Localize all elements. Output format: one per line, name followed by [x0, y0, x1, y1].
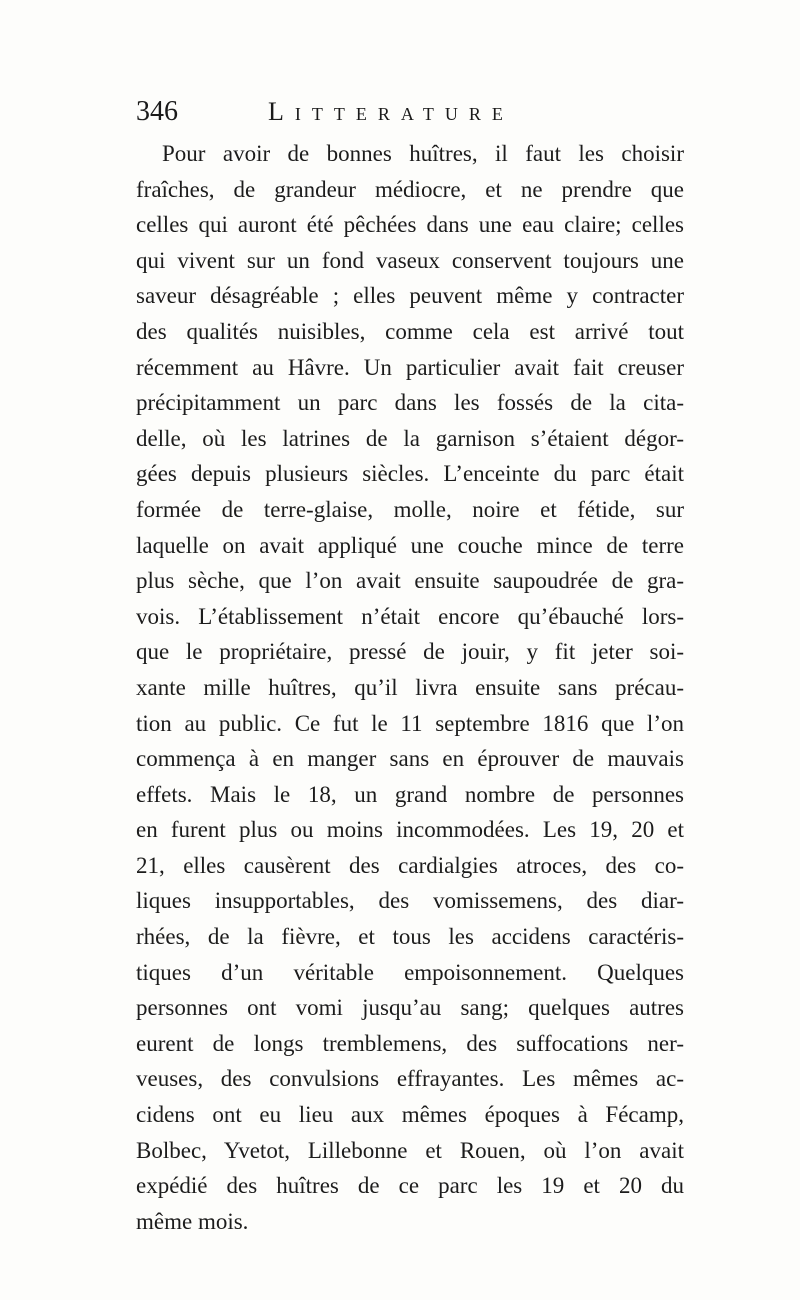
text-line: cidens ont eu lieu aux mêmes époques à Fécamp, [136, 1102, 684, 1128]
text-line: même mois. [136, 1208, 249, 1234]
text-line: gées depuis plusieurs siècles. L’enceinte du parc était [136, 461, 684, 487]
text-line: personnes ont vomi jusqu’au sang; quelques autres [136, 995, 684, 1021]
text-line: expédié des huîtres de ce parc les 19 et 20 du [136, 1173, 684, 1199]
text-line: tiques d’un véritable empoisonnement. Quelques [136, 959, 684, 985]
page-number: 346 [136, 96, 178, 127]
text-line: Pour avoir de bonnes huîtres, il faut les choisir [162, 141, 684, 166]
text-line: en furent plus ou moins incommodées. Les 19, 20 et [136, 817, 684, 843]
text-line: formée de terre-glaise, molle, noire et fétide, sur [136, 496, 684, 522]
text-line: qui vivent sur un fond vaseux conservent toujours une [136, 247, 684, 273]
text-line: celles qui auront été pêchées dans une eau claire; celles [136, 212, 684, 238]
running-head [136, 92, 696, 132]
text-line: saveur désagréable ; elles peuvent même y contracter [136, 283, 684, 309]
text-line: effets. Mais le 18, un grand nombre de personnes [136, 781, 684, 807]
text-line: que le propriétaire, pressé de jouir, y fit jeter soi- [136, 639, 684, 665]
text-line: fraîches, de grandeur médiocre, et ne prendre que [136, 176, 684, 202]
text-line: 21, elles causèrent des cardialgies atroces, des co- [136, 852, 684, 878]
text-line: liques insupportables, des vomissemens, des diar- [136, 888, 684, 914]
text-line: rhées, de la fièvre, et tous les accidens caractéris- [136, 924, 684, 950]
text-line: veuses, des convulsions effrayantes. Les mêmes ac- [136, 1066, 684, 1092]
text-line: récemment au Hâvre. Un particulier avait fait creuser [136, 354, 684, 380]
text-line: précipitamment un parc dans les fossés de la cita- [136, 390, 684, 416]
text-line: xante mille huîtres, qu’il livra ensuite sans précau- [136, 674, 684, 700]
body-paragraph [136, 136, 684, 1239]
text-line: commença à en manger sans en éprouver de mauvais [136, 746, 684, 772]
text-line: Bolbec, Yvetot, Lillebonne et Rouen, où l’on avait [136, 1137, 684, 1163]
text-line: tion au public. Ce fut le 11 septembre 1816 que l’on [136, 710, 684, 736]
text-line: des qualités nuisibles, comme cela est arrivé tout [136, 318, 684, 344]
text-line: delle, où les latrines de la garnison s’étaient dégor- [136, 425, 684, 451]
text-line: eurent de longs tremblemens, des suffocations ner- [136, 1030, 684, 1056]
text-line: plus sèche, que l’on avait ensuite saupoudrée de gra- [136, 568, 684, 594]
text-line: vois. L’établissement n’était encore qu’ébauché lors- [136, 603, 684, 629]
running-title: Litterature [268, 97, 514, 126]
text-line: laquelle on avait appliqué une couche mince de terre [136, 532, 684, 558]
